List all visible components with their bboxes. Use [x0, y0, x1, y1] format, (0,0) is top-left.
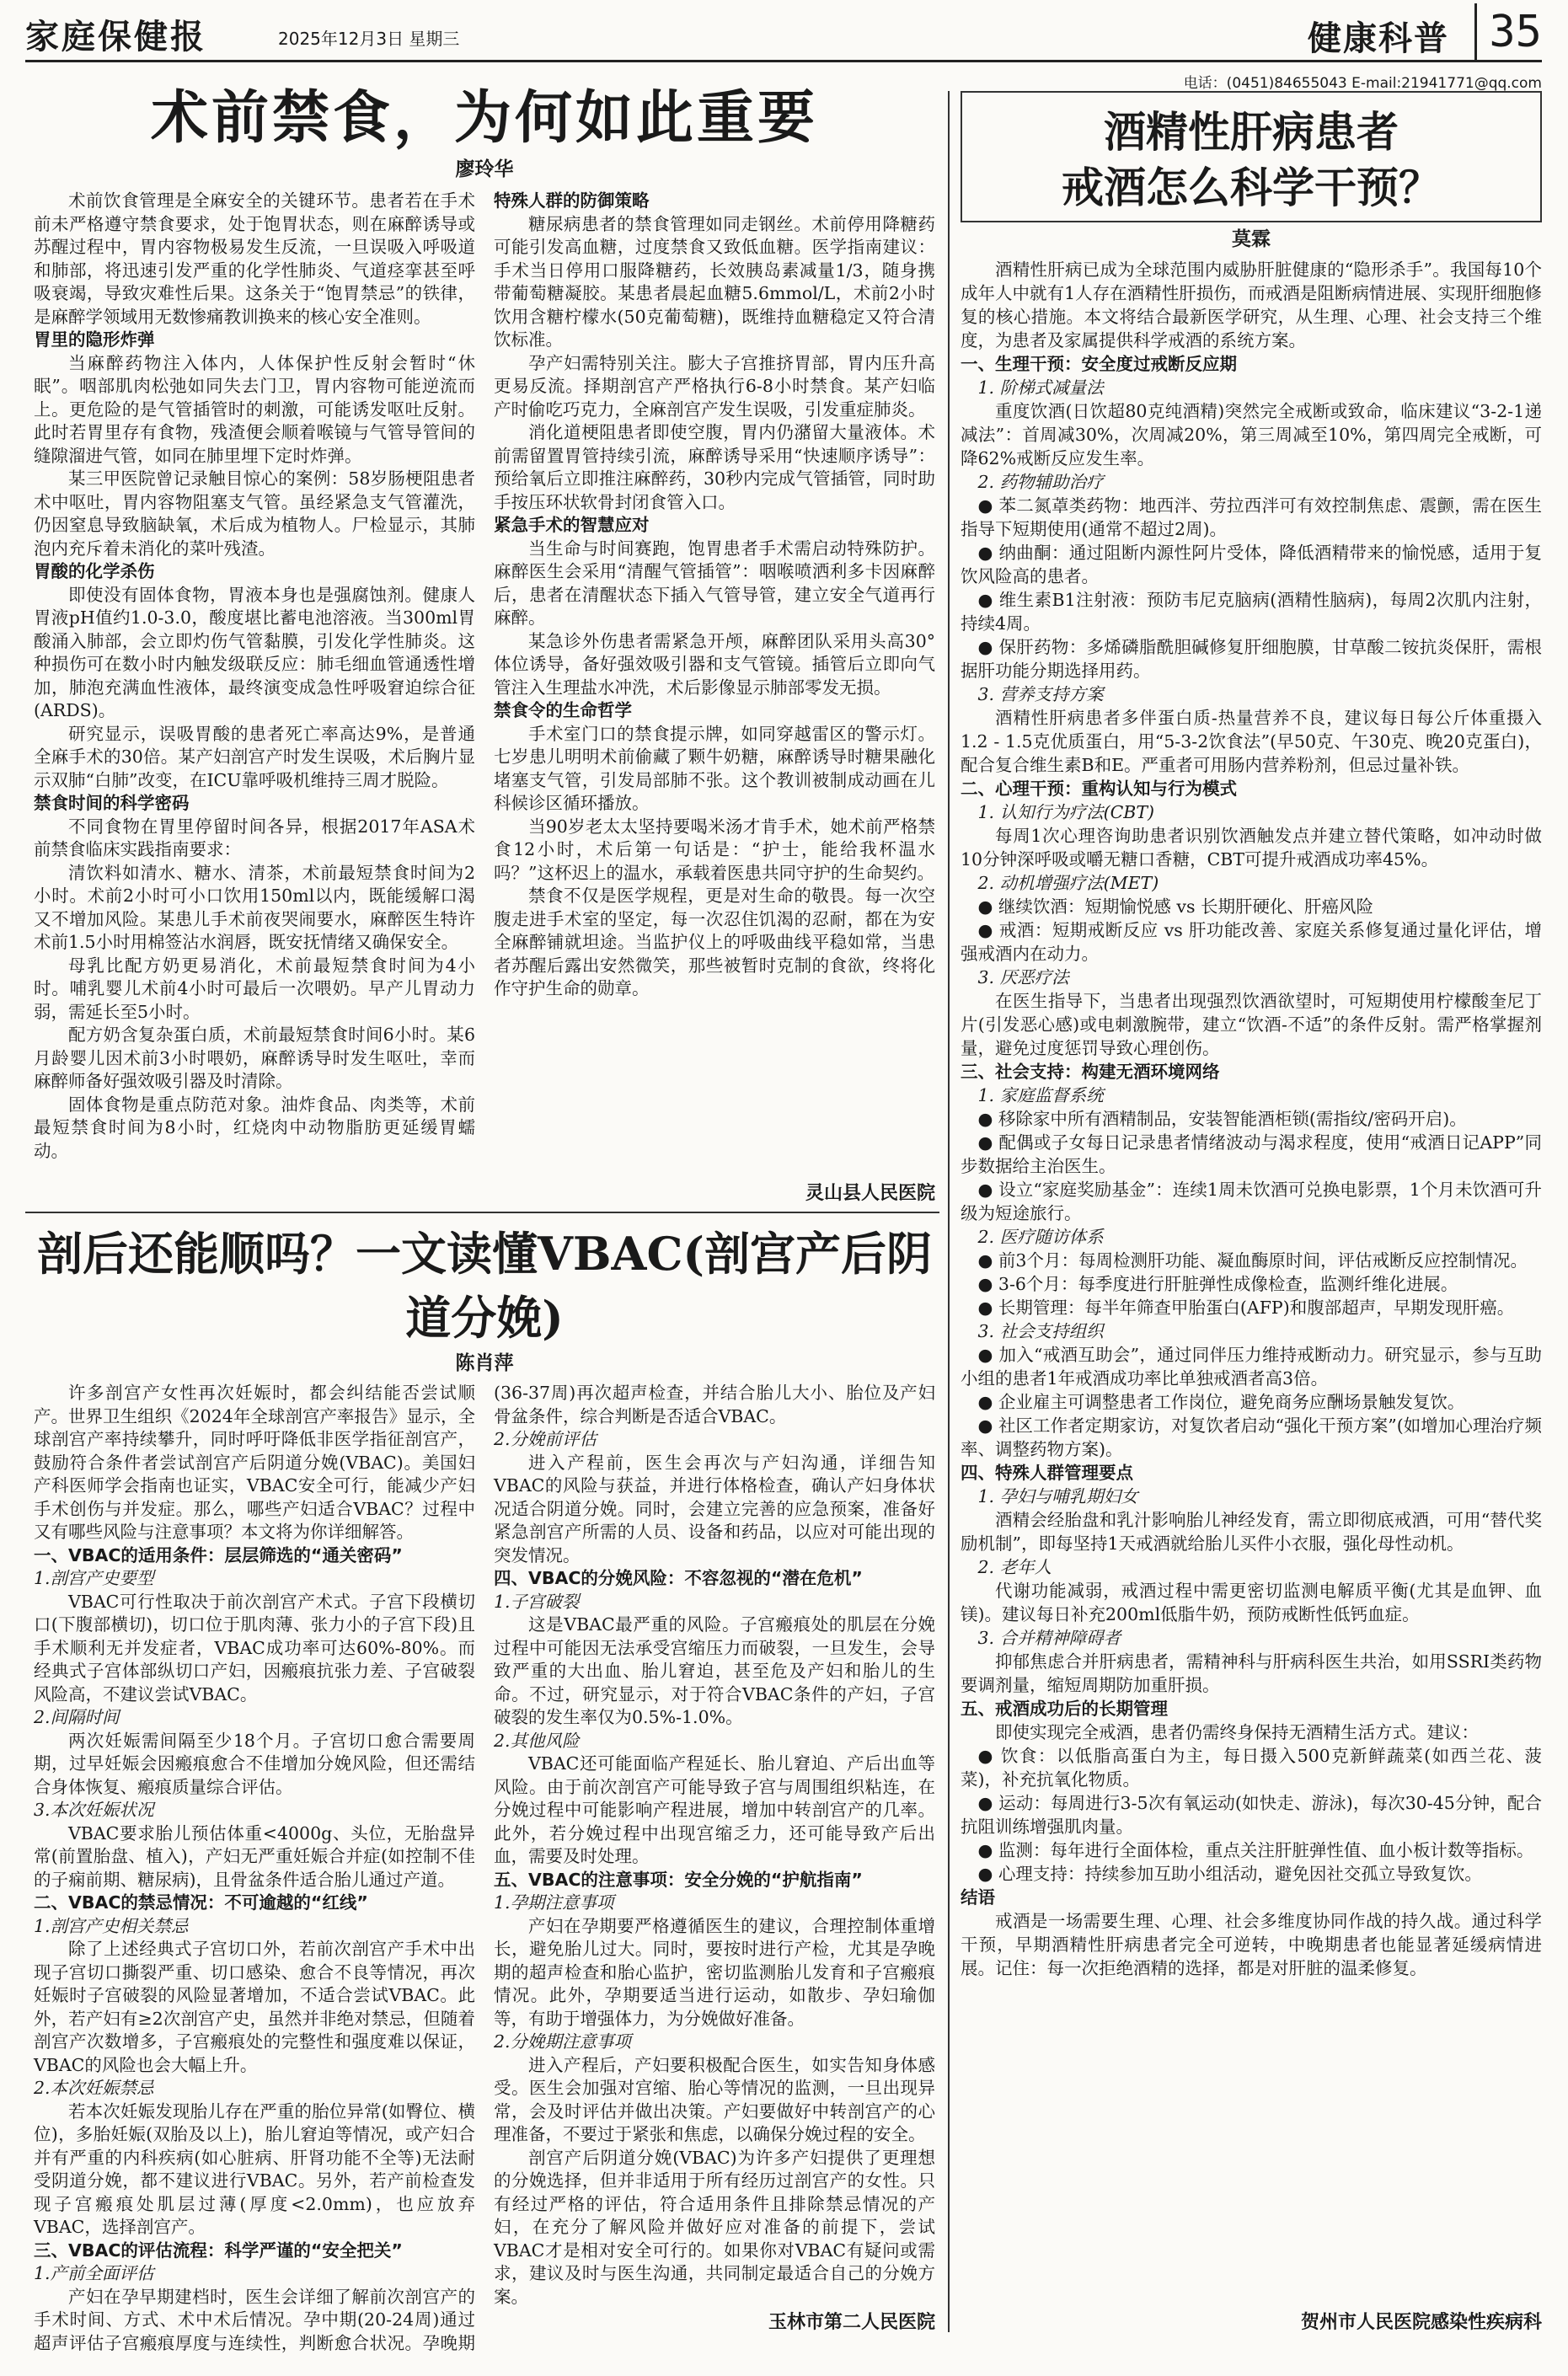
paragraph: 戒酒是一场需要生理、心理、社会多维度协同作战的持久战。通过科学干预，早期酒精性肝病患者完全可逆转，中晚期患者也能显著延缓病情进展。记住：每一次拒绝酒精的选择，都是对肝脏的温柔修复。: [961, 1911, 1542, 1978]
bullet-item: ● 苯二氮䓬类药物：地西泮、劳拉西泮可有效控制焦虑、震颤，需在医生指导下短期使用(通常不超过2周)。: [961, 495, 1542, 539]
page-number: 35: [1474, 3, 1542, 61]
paragraph: 进入产程前，医生会再次与产妇沟通，详细告知VBAC的风险与获益，并进行体格检查，确认产妇身体状况适合阴道分娩。同时，会建立完善的应急预案，准备好紧急剖宫产所需的人员、设备和药品，以应对可能出现的突发情况。: [494, 1452, 935, 1565]
section-heading: 一、生理干预：安全度过戒断反应期: [961, 354, 1237, 374]
subsection-heading: 2. 老年人: [977, 1557, 1052, 1577]
article-author: 廖玲华: [455, 158, 514, 180]
bullet-item: ● 长期管理：每半年筛查甲胎蛋白(AFP)和腹部超声，早期发现肝癌。: [977, 1298, 1515, 1318]
paragraph: 母乳比配方奶更易消化，术前最短禁食时间为4小时。哺乳婴儿术前4小时可最后一次喂奶。早产儿胃动力弱，需延长至5小时。: [34, 955, 475, 1022]
bullet-item: ● 维生素B1注射液：预防韦尼克脑病(酒精性脑病)，每周2次肌内注射，持续4周。: [961, 590, 1542, 634]
paragraph: 抑郁焦虑合并肝病患者，需精神科与肝病科医生共治，如用SSRI类药物要调剂量，缩短周期防加重肝损。: [961, 1651, 1542, 1695]
bullet-item: ● 保肝药物：多烯磷脂酰胆碱修复肝细胞膜，甘草酸二铵抗炎保肝，需根据肝功能分期选择用药。: [961, 637, 1542, 681]
section-heading: 一、VBAC的适用条件：层层筛选的“通关密码”: [34, 1544, 403, 1565]
section-heading: 结语: [961, 1887, 995, 1908]
paragraph: 剖宫产后阴道分娩(VBAC)为许多产妇提供了更理想的分娩选择，但并非适用于所有经历过剖宫产的女性。只有经过严格的评估，符合适用条件且排除禁忌情况的产妇，在充分了解风险并做好应对准备的前提下，尝试VBAC才是相对安全可行的。如果你对VBAC有疑问或需求，建议及时与医生沟通，共同制定最适合自己的分娩方案。: [494, 2147, 935, 2307]
paragraph: 每周1次心理咨询助患者识别饮酒触发点并建立替代策略，如冲动时做10分钟深呼吸或嚼无糖口香糖，CBT可提升戒酒成功率45%。: [961, 826, 1542, 870]
bullet-item: ● 加入“戒酒互助会”，通过同伴压力维持戒断动力。研究显示，参与互助小组的患者1年戒酒成功率比单独戒酒者高3倍。: [961, 1345, 1542, 1389]
subsection-heading: 1.产前全面评估: [34, 2263, 154, 2283]
subsection-heading: 2. 动机增强疗法(MET): [977, 873, 1159, 893]
paragraph: 进入产程后，产妇要积极配合医生，如实告知身体感受。医生会加强对宫缩、胎心等情况的监测，一旦出现异常，会及时评估并做出决策。产妇要做好中转剖宫产的心理准备，不要过于紧张和焦虑，以确保分娩过程的安全。: [494, 2054, 935, 2144]
article-source: 灵山县人民医院: [805, 1183, 935, 1204]
paragraph: 即使没有固体食物，胃液本身也是强腐蚀剂。健康人胃液pH值约1.0-3.0，酸度堪比蓄电池溶液。当300ml胃酸涌入肺部，会立即灼伤气管黏膜，引发化学性肺炎。这种损伤可在数小时内触发级联反应：肺毛细血管通透性增加，肺泡充满血性液体，最终演变成急性呼吸窘迫综合征(ARDS)。: [34, 584, 475, 720]
paragraph: 某急诊外伤患者需紧急开颅，麻醉团队采用头高30°体位诱导，备好强效吸引器和支气管镜。插管后立即向气管注入生理盐水冲洗，术后影像显示肺部零发无损。: [494, 630, 935, 698]
article-title: 剖后还能顺吗？一文读懂VBAC(剖宫产后阴道分娩): [37, 1227, 932, 1345]
bullet-item: ● 企业雇主可调整患者工作岗位，避免商务应酬场景触发复饮。: [977, 1392, 1465, 1412]
subsection-heading: 2.间隔时间: [34, 1707, 120, 1727]
paragraph: 当生命与时间赛跑，饱胃患者手术需启动特殊防护。麻醉医生会采用“清醒气管插管”：咽喉喷洒利多卡因麻醉后，患者在清醒状态下插入气管导管，建立安全气道再行麻醉。: [494, 538, 935, 628]
subsection-heading: 2.分娩期注意事项: [494, 2031, 632, 2052]
paragraph: 研究显示，误吸胃酸的患者死亡率高达9%，是普通全麻手术的30倍。某产妇剖宫产时发生误吸，术后胸片显示双肺“白肺”改变，在ICU靠呼吸机维持三周才脱险。: [34, 723, 475, 790]
paragraph: 产妇在孕期要严格遵循医生的建议，合理控制体重增长，避免胎儿过大。同时，要按时进行产检，尤其是孕晚期的超声检查和胎心监护，密切监测胎儿发育和子宫瘢痕情况。此外，孕期要适当进行运动，如散步、孕妇瑜伽等，有助于增强体力，为分娩做好准备。: [494, 1915, 935, 2029]
article-title: 术前禁食，为何如此重要: [150, 84, 818, 152]
paragraph: 糖尿病患者的禁食管理如同走钢丝。术前停用降糖药可能引发高血糖，过度禁食又致低血糖。医学指南建议：手术当日停用口服降糖药，长效胰岛素减量1/3，随身携带葡萄糖凝胶。某患者晨起血糖5.6mmol/L，术前2小时饮用含糖柠檬水(50克葡萄糖)，既维持血糖稳定又符合清饮标准。: [494, 213, 935, 350]
paragraph: 重度饮酒(日饮超80克纯酒精)突然完全戒断或致命，临床建议“3-2-1递减法”：首周减30%，次周减20%，第三周减至10%，第四周完全戒断，可降62%戒断反应发生率。: [961, 401, 1542, 468]
paragraph: 消化道梗阻患者即使空腹，胃内仍潴留大量液体。术前需留置胃管持续引流，麻醉诱导采用“快速顺序诱导”：预给氧后立即推注麻醉药，30秒内完成气管插管，同时助手按压环状软骨封闭食管入口。: [494, 422, 935, 512]
section-heading: 五、戒酒成功后的长期管理: [961, 1699, 1168, 1719]
subsection-heading: 3.本次妊娠状况: [34, 1800, 154, 1820]
section-heading: 特殊人群的防御策略: [494, 190, 650, 211]
article-author: 陈肖萍: [455, 1352, 514, 1374]
subsection-heading: 3. 社会支持组织: [977, 1321, 1104, 1341]
paragraph: 固体食物是重点防范对象。油炸食品、肉类等，术前最短禁食时间为8小时，红烧肉中动物脂肪更延缓胃蠕动。: [34, 1094, 475, 1161]
paragraph: 不同食物在胃里停留时间各异，根据2017年ASA术前禁食临床实践指南要求：: [34, 816, 475, 859]
article-body: [961, 258, 1542, 2229]
subsection-heading: 1. 阶梯式减量法: [977, 377, 1104, 398]
paragraph: 除了上述经典式子宫切口外，若前次剖宫产手术中出现子宫切口撕裂严重、切口感染、愈合不良等情况，再次妊娠时子宫破裂的风险显著增加，不适合尝试VBAC。此外，若产妇有≥2次剖宫产史，虽然并非绝对禁忌，但随着剖宫产次数增多，子宫瘢痕处的完整性和强度难以保证，VBAC的风险也会大幅上升。: [34, 1939, 475, 2075]
subsection-heading: 1.剖宫产史相关禁忌: [34, 1915, 189, 1936]
bullet-item: ● 饮食：以低脂高蛋白为主，每日摄入500克新鲜蔬菜(如西兰花、菠菜)，补充抗氧化物质。: [961, 1746, 1542, 1790]
paragraph: 即使实现完全戒酒，患者仍需终身保持无酒精生活方式。建议：: [995, 1722, 1479, 1742]
section-heading: 紧急手术的智慧应对: [494, 515, 650, 535]
subsection-heading: 2.其他风险: [494, 1730, 580, 1751]
subsection-heading: 3. 合并精神障碍者: [977, 1628, 1121, 1648]
paragraph: 酒精性肝病已成为全球范围内威胁肝脏健康的“隐形杀手”。我国每10个成年人中就有1人存在酒精性肝损伤，而戒酒是阻断病情进展、实现肝细胞修复的核心措施。本文将结合最新医学研究，从生理、心理、社会支持三个维度，为患者及家属提供科学戒酒的系统方案。: [961, 260, 1542, 351]
article-body: [34, 190, 935, 1175]
paragraph: 配方奶含复杂蛋白质，术前最短禁食时间6小时。某6月龄婴儿因术前3小时喂奶，麻醉诱导时发生呕吐，幸而麻醉师备好强效吸引器及时清除。: [34, 1025, 475, 1091]
paragraph: VBAC还可能面临产程延长、胎儿窘迫、产后出血等风险。由于前次剖宫产可能导致子宫与周围组织粘连，在分娩过程中可能影响产程进展，增加中转剖宫产的几率。此外，若分娩过程中出现宫缩乏力，还可能导致产后出血，需要及时处理。: [494, 1753, 935, 1866]
bullet-item: ● 移除家中所有酒精制品，安装智能酒柜锁(需指纹/密码开启)。: [977, 1109, 1467, 1129]
paragraph: 清饮料如清水、糖水、清茶，术前最短禁食时间为2小时。术前2小时可小口饮用150ml以内，既能缓解口渴又不增加风险。某患儿手术前夜哭闹要水，麻醉医生特许术前1.5小时用棉签沾水润唇，既安抚情绪又确保安全。: [34, 862, 475, 952]
subsection-heading: 1. 认知行为疗法(CBT): [977, 802, 1154, 822]
article-fasting: [34, 80, 935, 1205]
section-heading: 二、心理干预：重构认知与行为模式: [961, 779, 1237, 799]
subsection-heading: 1. 家庭监督系统: [977, 1085, 1104, 1105]
section-heading: 禁食时间的科学密码: [34, 793, 190, 813]
paragraph: 某三甲医院曾记录触目惊心的案例：58岁肠梗阻患者术中呕吐，胃内容物阻塞支气管。虽经紧急支气管灌洗，仍因窒息导致脑缺氧，术后成为植物人。尸检显示，其肺泡内充斥着未消化的菜叶残渣。: [34, 468, 475, 559]
section-heading: 四、VBAC的分娩风险：不容忽视的“潜在危机”: [494, 1568, 863, 1588]
subsection-heading: 1.剖宫产史要型: [34, 1568, 154, 1588]
paragraph: VBAC可行性取决于前次剖宫产术式。子宫下段横切口(下腹部横切)，切口位于肌肉薄、张力小的子宫下段)且手术顺利无并发症者，VBAC成功率可达60%-80%。而经典式子宫体部纵切口产妇，因瘢痕抗张力差、子宫破裂风险高，不建议尝试VBAC。: [34, 1591, 475, 1704]
issue-date: 2025年12月3日 星期三: [278, 29, 460, 49]
bullet-item: ● 戒酒：短期戒断反应 vs 肝功能改善、家庭关系修复通过量化评估，增强戒酒内在动力。: [961, 920, 1542, 964]
article-divider: [25, 1212, 939, 1213]
paragraph: VBAC要求胎儿预估体重<4000g、头位，无胎盘异常(前置胎盘、植入)，产妇无严重妊娠合并症(如控制不佳的子痫前期、糖尿病)，且骨盆条件适合胎儿通过产道。: [34, 1822, 475, 1890]
bullet-item: ● 3-6个月：每季度进行肝脏弹性成像检查，监测纤维化进展。: [977, 1274, 1458, 1294]
subsection-heading: 3. 厌恶疗法: [977, 967, 1069, 987]
paragraph: 代谢功能减弱，戒酒过程中需更密切监测电解质平衡(尤其是血钾、血镁)。建议每日补充200ml低脂牛奶，预防戒断性低钙血症。: [961, 1581, 1542, 1624]
paragraph: 孕产妇需特别关注。膨大子宫推挤胃部，胃内压升高更易反流。择期剖宫产严格执行6-8小时禁食。某产妇临产时偷吃巧克力，全麻剖宫产发生误吸，引发重症肺炎。: [494, 352, 935, 420]
bullet-item: ● 心理支持：持续参加互助小组活动，避免因社交孤立导致复饮。: [977, 1864, 1482, 1884]
subsection-heading: 2. 医疗随访体系: [977, 1227, 1104, 1247]
bullet-item: ● 纳曲酮：通过阻断内源性阿片受体，降低酒精带来的愉悦感，适用于复饮风险高的患者。: [961, 543, 1542, 586]
paragraph: 许多剖宫产女性再次妊娠时，都会纠结能否尝试顺产。世界卫生组织《2024年全球剖宫产率报告》显示，全球剖宫产率持续攀升，同时呼吁降低非医学指征剖宫产，鼓励符合条件者尝试剖宫产后阴道分娩(VBAC)。美国妇产科医师学会指南也证实，VBAC安全可行，能减少产妇手术创伤与并发症。那么，哪些产妇适合VBAC？过程中又有哪些风险与注意事项？本文将为你详细解答。: [34, 1383, 475, 1542]
paragraph: 产妇在孕早期建档时，医生会详细了解前次剖宫产的手术时间、方式、术中术后情况。孕中期(20-24周)通过超声评估子宫瘢痕厚度与连续性，判断愈合状况。孕晚期(36-37周)再次超声检查，并结合胎儿大小、胎位及产妇骨盆条件，综合判断是否适合VBAC。: [34, 1383, 935, 2353]
subsection-heading: 2.分娩前评估: [494, 1429, 597, 1449]
article-title-line2: 戒酒怎么科学干预？: [1062, 163, 1441, 212]
section-heading: 五、VBAC的注意事项：安全分娩的“护航指南”: [494, 1869, 863, 1890]
section-heading: 三、社会支持：构建无酒环境网络: [961, 1062, 1220, 1082]
paragraph: 酒精性肝病患者多伴蛋白质-热量营养不良，建议每日每公斤体重摄入1.2 - 1.5克优质蛋白，用“5-3-2饮食法”(早50克、午30克、晚20克蛋白)，配合复合维生素B和E。严重者可用肠内营养粉剂，但忌过量补铁。: [961, 708, 1542, 775]
bullet-item: ● 前3个月：每周检测肝功能、凝血酶原时间，评估戒断反应控制情况。: [977, 1250, 1528, 1271]
section-title: 健康科普: [1308, 19, 1449, 58]
section-heading: 二、VBAC的禁忌情况：不可逾越的“红线”: [34, 1892, 368, 1913]
paragraph: 这是VBAC最严重的风险。子宫瘢痕处的肌层在分娩过程中可能因无法承受宫缩压力而破裂，一旦发生，会导致严重的大出血、胎儿窘迫，甚至危及产妇和胎儿的生命。不过，研究显示，对于符合VBAC条件的产妇，子宫破裂的发生率仅为0.5%-1.0%。: [494, 1614, 935, 1727]
paragraph: 手术室门口的禁食提示牌，如同穿越雷区的警示灯。七岁患儿明明术前偷藏了颗牛奶糖，麻醉诱导时糖果融化堵塞支气管，引发局部肺不张。这个教训被制成动画在儿科候诊区循环播放。: [494, 723, 935, 813]
paragraph: 酒精会经胎盘和乳汁影响胎儿神经发育，需立即彻底戒酒，可用“替代奖励机制”，即每坚持1天戒酒就给胎儿买件小衣服，强化母性动机。: [961, 1510, 1542, 1554]
subsection-heading: 2. 药物辅助治疗: [977, 472, 1104, 492]
subsection-heading: 1.子宫破裂: [494, 1591, 580, 1612]
paragraph: 禁食不仅是医学规程，更是对生命的敬畏。每一次空腹走进手术室的坚定，每一次忍住饥渴的忍耐，都在为安全麻醉铺就坦途。当监护仪上的呼吸曲线平稳如常，当患者苏醒后露出安然微笑，那些被暂时克制的食欲，终将化作守护生命的勋章。: [494, 886, 935, 998]
paragraph: 当90岁老太太坚持要喝米汤才肯手术，她术前严格禁食12小时，术后第一句话是：“护士，能给我杯温水吗？”这杯迟上的温水，承载着医患共同守护的生命契约。: [494, 816, 935, 883]
article-body: [34, 1382, 935, 2376]
section-heading: 禁食令的生命哲学: [494, 700, 632, 720]
newspaper-name: 家庭保健报: [25, 17, 206, 56]
bullet-item: ● 继续饮酒：短期愉悦感 vs 长期肝硬化、肝癌风险: [977, 896, 1374, 917]
contact-info: 电话：(0451)84655043 E-mail:21941771@qq.com: [1183, 75, 1542, 92]
article-title-box: [961, 91, 1542, 222]
bullet-item: ● 监测：每年进行全面体检，重点关注肝脏弹性值、血小板计数等指标。: [977, 1840, 1534, 1860]
subsection-heading: 1.孕期注意事项: [494, 1892, 614, 1913]
bullet-item: ● 运动：每周进行3-5次有氧运动(如快走、游泳)，每次30-45分钟，配合抗阻训练增强肌肉量。: [961, 1793, 1542, 1837]
section-heading: 四、特殊人群管理要点: [961, 1463, 1133, 1483]
column-divider: [948, 91, 950, 2332]
section-heading: 胃里的隐形炸弹: [34, 329, 155, 350]
subsection-heading: 2.本次妊娠禁忌: [34, 2078, 154, 2098]
masthead: [25, 7, 1542, 62]
bullet-item: ● 设立“家庭奖励基金”：连续1周未饮酒可兑换电影票，1个月未饮酒可升级为短途旅行。: [961, 1180, 1542, 1223]
bullet-item: ● 配偶或子女每日记录患者情绪波动与渴求程度，使用“戒酒日记APP”同步数据给主治医生。: [961, 1132, 1542, 1176]
article-source: 玉林市第二人民医院: [768, 2312, 935, 2333]
paragraph: 术前饮食管理是全麻安全的关键环节。患者若在手术前未严格遵守禁食要求，处于饱胃状态，则在麻醉诱导或苏醒过程中，胃内容物极易发生反流，一旦误吸入呼吸道和肺部，将迅速引发严重的化学性肺炎、气道痉挛甚至呼吸衰竭，导致灾难性后果。这条关于“饱胃禁忌”的铁律，是麻醉学领域用无数惨痛教训换来的核心安全准则。: [34, 190, 475, 327]
section-heading: 三、VBAC的评估流程：科学严谨的“安全把关”: [34, 2240, 403, 2261]
section-heading: 胃酸的化学杀伤: [34, 561, 155, 581]
article-author: 莫霖: [1232, 228, 1271, 250]
article-title-line1: 酒精性肝病患者: [1104, 107, 1399, 157]
paragraph: 若本次妊娠发现胎儿存在严重的胎位异常(如臀位、横位)，多胎妊娠(双胎及以上)，胎儿窘迫等情况，或产妇合并有严重的内科疾病(如心脏病、肝肾功能不全等)无法耐受阴道分娩，都不建议进行VBAC。另外，若产前检查发现子宫瘢痕处肌层过薄(厚度<2.0mm)，也应放弃VBAC，选择剖宫产。: [34, 2100, 475, 2237]
paragraph: 两次妊娠需间隔至少18个月。子宫切口愈合需要周期，过早妊娠会因瘢痕愈合不佳增加分娩风险，但还需结合身体恢复、瘢痕质量综合评估。: [34, 1730, 475, 1797]
bullet-item: ● 社区工作者定期家访，对复饮者启动“强化干预方案”(如增加心理治疗频率、调整药物方案)。: [961, 1415, 1542, 1459]
paragraph: 在医生指导下，当患者出现强烈饮酒欲望时，可短期使用柠檬酸奎尼丁片(引发恶心感)或电刺激腕带，建立“饮酒-不适”的条件反射。需严格掌握剂量，避免过度惩罚导致心理创伤。: [961, 991, 1542, 1058]
subsection-heading: 3. 营养支持方案: [977, 684, 1104, 704]
article-vbac: [34, 1222, 935, 2353]
article-source: 贺州市人民医院感染性疾病科: [1300, 2312, 1542, 2333]
article-alcohol: [961, 91, 1542, 2334]
paragraph: 当麻醉药物注入体内，人体保护性反射会暂时“休眠”。咽部肌肉松弛如同失去门卫，胃内容物可能逆流而上。更危险的是气管插管时的刺激，可能诱发呕吐反射。此时若胃里存有食物，残渣便会顺着喉镜与气管导管间的缝隙溜进气管，如同在肺里埋下定时炸弹。: [34, 352, 475, 466]
subsection-heading: 1. 孕妇与哺乳期妇女: [977, 1486, 1138, 1506]
